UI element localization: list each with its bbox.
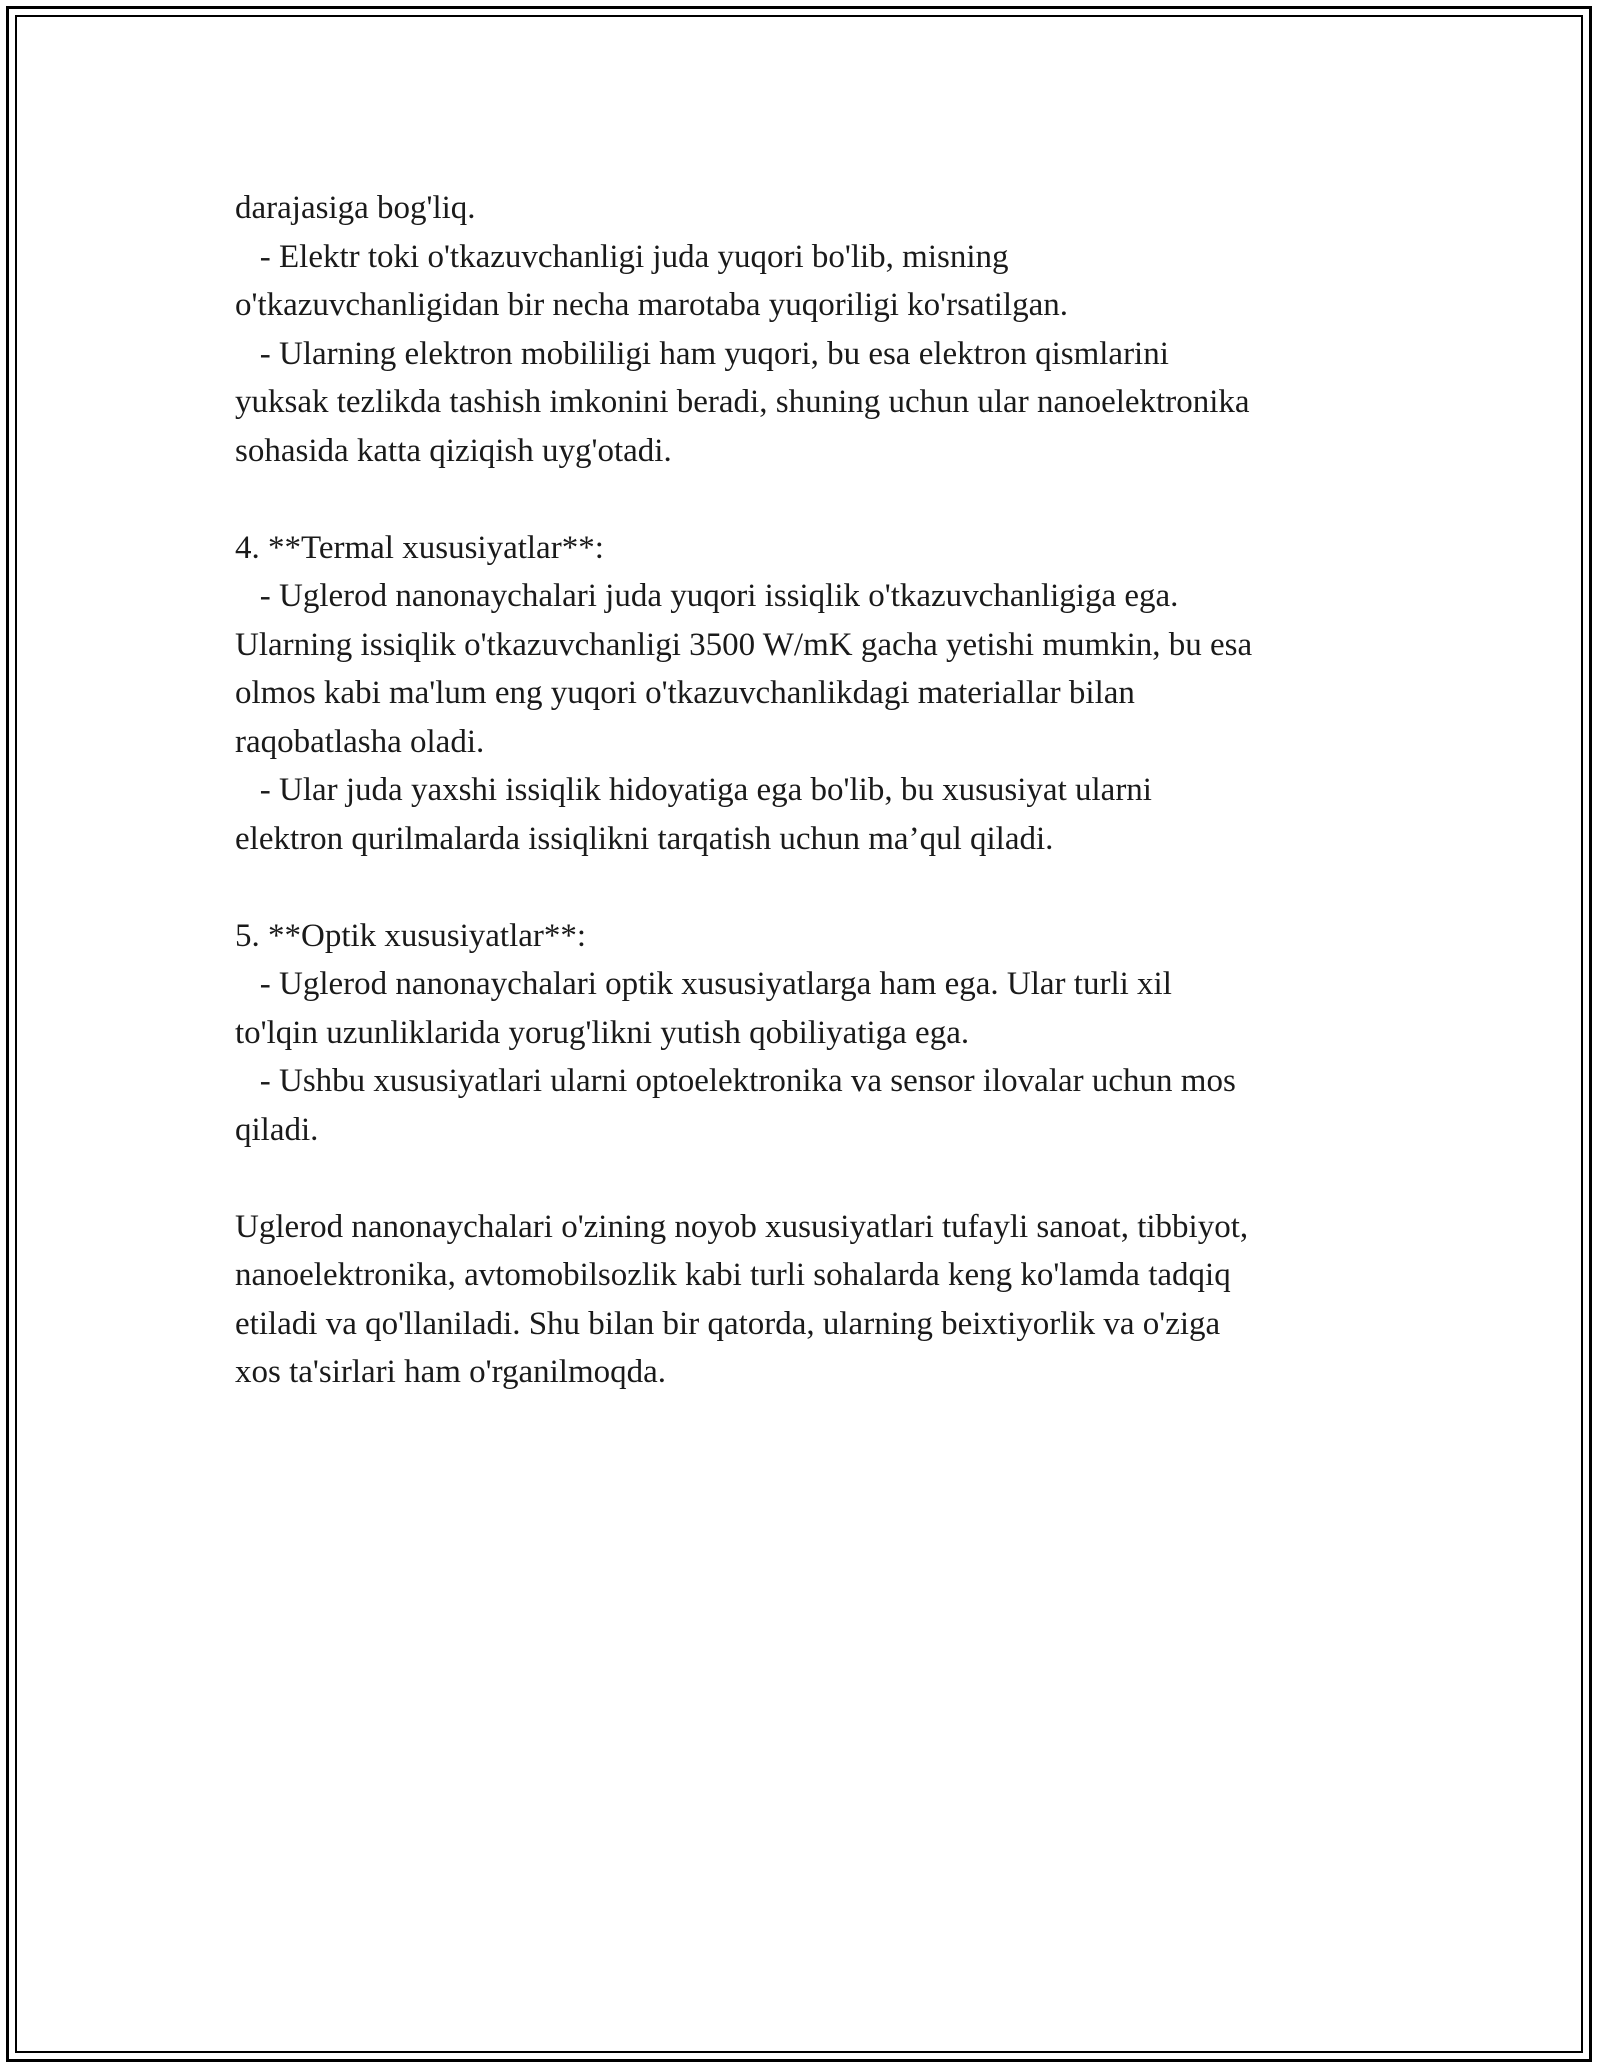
paragraph-spacer [235, 475, 1385, 524]
text-line: o'tkazuvchanligidan bir necha marotaba yuqoriligi ko'rsatilgan. [235, 287, 1068, 323]
text-line: yuksak tezlikda tashish imkonini beradi, shuning uchun ular nanoelektronika [235, 384, 1250, 420]
text-line: elektron qurilmalarda issiqlikni tarqatish uchun ma’qul qiladi. [235, 820, 1054, 857]
section-heading: 5. **Optik xususiyatlar**: [235, 917, 587, 954]
text-line: - Ularning elektron mobililigi ham yuqori, bu esa elektron qismlarini [235, 335, 1169, 372]
text-line: nanoelektronika, avtomobilsozlik kabi turli sohalarda keng ko'lamda tadqiq [235, 1257, 1231, 1293]
text-line: raqobatlasha oladi. [235, 723, 485, 760]
text-line: Ularning issiqlik o'tkazuvchanligi 3500 W/mK gacha yetishi mumkin, bu esa [235, 626, 1253, 663]
text-line: sohasida katta qiziqish uyg'otadi. [235, 432, 672, 469]
text-line: Uglerod nanonaychalari o'zining noyob xususiyatlari tufayli sanoat, tibbiyot, [235, 1208, 1249, 1245]
text-line: qiladi. [235, 1111, 319, 1148]
text-line: xos ta'sirlari ham o'rganilmoqda. [235, 1354, 667, 1390]
paragraph-conclusion [235, 1203, 1385, 1397]
paragraph-spacer [235, 863, 1385, 912]
text-line: - Ushbu xususiyatlari ularni optoelektronika va sensor ilovalar uchun mos [235, 1063, 1236, 1099]
text-line: etiladi va qo'llaniladi. Shu bilan bir qatorda, ularning beixtiyorlik va o'ziga [235, 1305, 1221, 1342]
document-body [235, 184, 1385, 1397]
text-line: darajasiga bog'liq. [235, 190, 476, 226]
section-heading: 4. **Termal xususiyatlar**: [235, 529, 604, 566]
section-thermal-properties [235, 524, 1385, 864]
paragraph-spacer [235, 1154, 1385, 1203]
text-line: - Uglerod nanonaychalari juda yuqori issiqlik o'tkazuvchanligiga ega. [235, 578, 1179, 614]
text-line: olmos kabi ma'lum eng yuqori o'tkazuvchanlikdagi materiallar bilan [235, 675, 1135, 711]
section-optical-properties [235, 912, 1385, 1155]
text-line: to'lqin uzunliklarida yorug'likni yutish qobiliyatiga ega. [235, 1014, 970, 1051]
paragraph-electrical-continued [235, 184, 1385, 475]
text-line: - Uglerod nanonaychalari optik xususiyatlarga ham ega. Ular turli xil [235, 966, 1172, 1002]
text-line: - Elektr toki o'tkazuvchanligi juda yuqori bo'lib, misning [235, 238, 1009, 275]
text-line: - Ular juda yaxshi issiqlik hidoyatiga ega bo'lib, bu xususiyat ularni [235, 772, 1152, 808]
